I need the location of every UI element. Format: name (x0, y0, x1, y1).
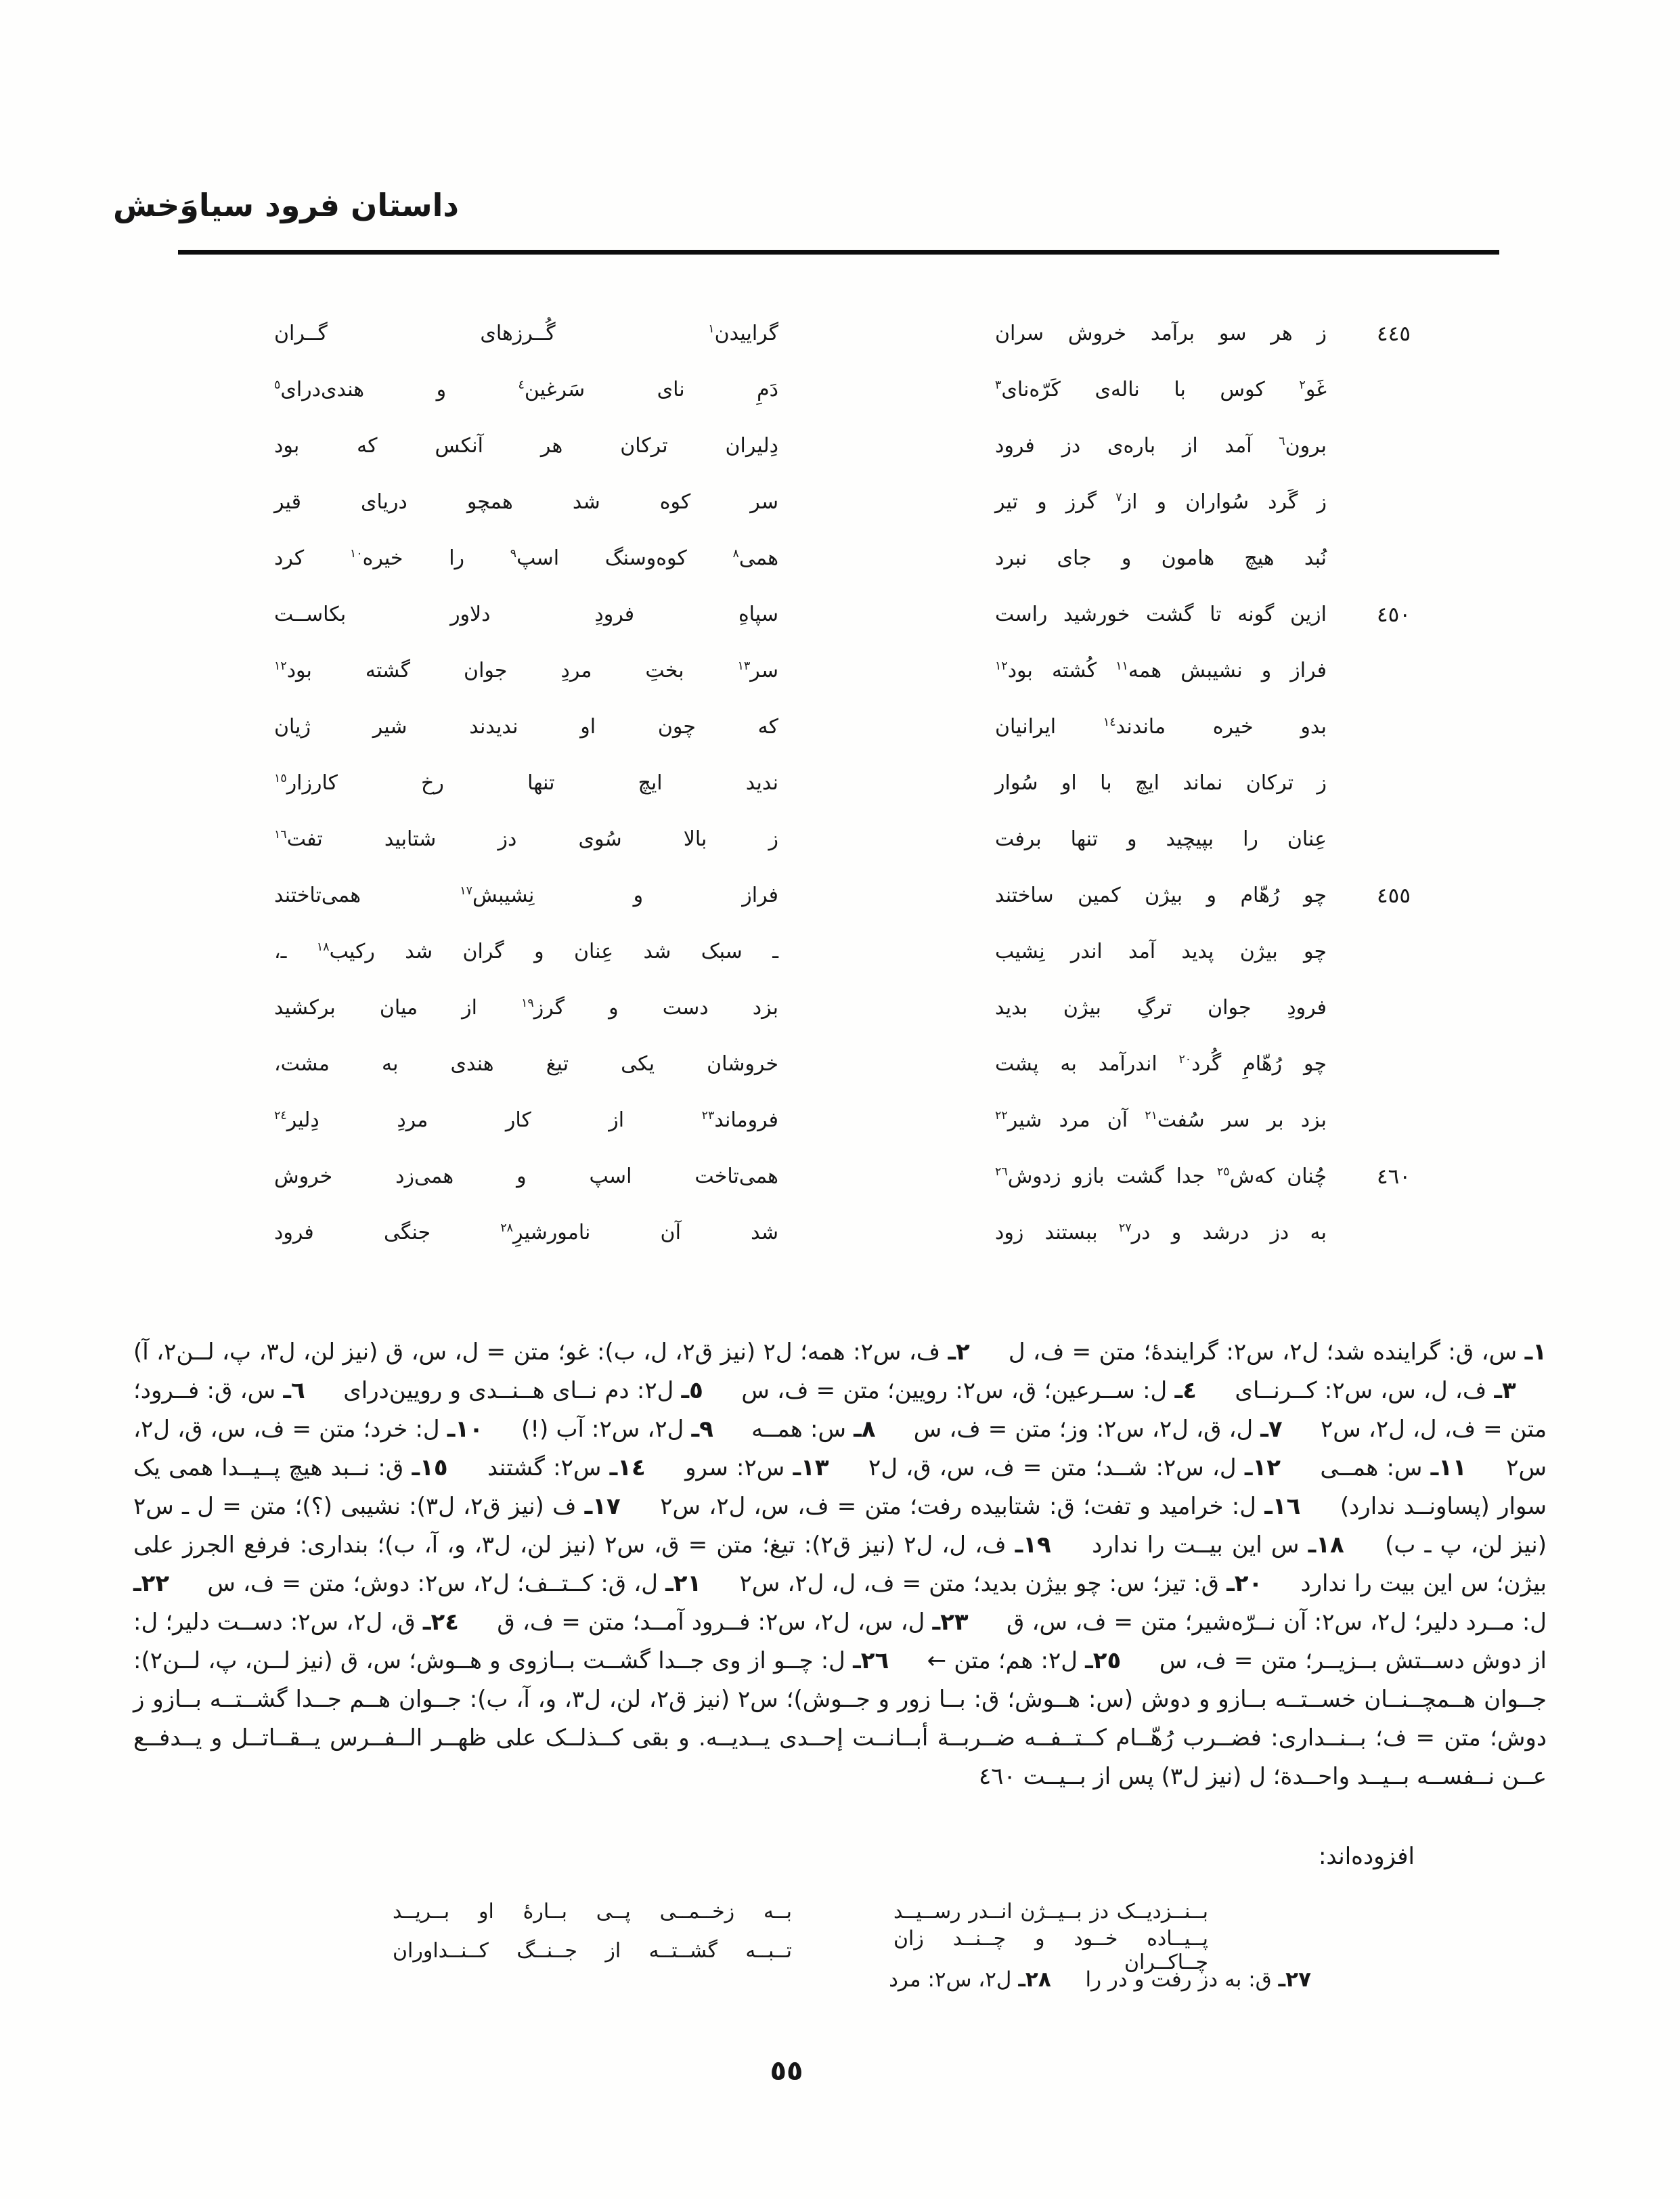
poem-line (274, 755, 1415, 811)
footnote: ٢١ـ ل، ق: کــتــف؛ ل٢، س٢: دوش؛ متن = ف، س (207, 1570, 702, 1597)
hemistich-2: فراز و نِشیبش$^{١٧}$ همی‌تاختند (274, 884, 778, 907)
footnote: ٢٤ـ ق، ل٢، س٢: دســت دلیر؛ ل: از دوش دســتش بــزیــر؛ متن = ف، س (133, 1609, 1547, 1674)
footnote: ٢٢ـ ل: مــرد دلیر؛ ل٢، س٢: آن نــرّه‌شیر؛ متن = ف، س، ق (133, 1570, 1547, 1636)
footnote-paragraph (133, 1333, 1547, 1796)
added-verse-row (393, 1927, 1208, 1974)
poem-line (274, 474, 1415, 530)
hemistich-2: شد آن نامورشیرِ$^{٢٨}$ جنگی فرود (274, 1221, 778, 1244)
poem-line (274, 586, 1415, 643)
footnote-number: ٢٠ـ (1226, 1570, 1263, 1597)
hemistich-1: ز هر سو برآمد خروش سران (995, 322, 1327, 345)
footnote: ٤ـ ل: ســرعین؛ ق، س٢: رویین؛ متن = ف، س (741, 1377, 1197, 1404)
footnote: ٢٥ـ ل٢: هم؛ متن ← (927, 1647, 1122, 1674)
poem-line (274, 1092, 1415, 1148)
poem (274, 305, 1415, 1261)
footnote: ٢٧ـ ق: به دز رفت و در را (1085, 1967, 1311, 1992)
footnote: ١٦ـ ل: خرامید و تفت؛ ق: شتابیده رفت؛ متن = ف، س، ل٢، س٢ (660, 1493, 1301, 1520)
footnote-number: ١٥ـ (412, 1454, 448, 1481)
closing-note (889, 1967, 1311, 1992)
footnote-number: ١ـ (1524, 1338, 1547, 1366)
footnote: ٨ـ س: همــه (751, 1416, 876, 1443)
poem-line (274, 1148, 1415, 1204)
footnote: ١ـ س، ق: گراینده شد؛ ل٢، س٢: گرایندۀ؛ متن = ف، ل (1008, 1338, 1547, 1366)
hemistich-2: ـ سبک شد عِنان و گران شد رکیب$^{١٨}$ ـ، (274, 940, 778, 963)
footnote: ٢ـ ف، س٢: همه؛ ل٢ (نیز ق٢، ل، ب): غو؛ متن = ل، س، ق (نیز لن، ل٣، پ، لــن٢، آ) (133, 1338, 970, 1366)
hemistich-1: چو بیژن پدید آمد اندر نِشیب (995, 940, 1327, 963)
footnote: ١١ـ س: همــی (1320, 1454, 1467, 1481)
hemistich-1: به دز درشد و در$^{٢٧}$ ببستند زود (995, 1221, 1327, 1244)
added-hemistich-1: بــنــزدیــک دز بــیــژن انــدر رســیــد (893, 1899, 1208, 1923)
hemistich-2: همی$^٨$ کوه‌وسنگ اسپ$^٩$ را خیره$^{١٠}$ کرد (274, 546, 779, 570)
footnote-number: ٢٧ـ (1278, 1967, 1311, 1992)
footnote: ٧ـ ل، ق، ل٢، س٢: وز؛ متن = ف، س (913, 1416, 1283, 1443)
hemistich-1: غَو$^٢$ کوس با ناله‌ی کَرّه‌نای$^٣$ (995, 378, 1327, 401)
page-number: ٥٥ (770, 2055, 803, 2087)
footnote: ٥ـ ل٢: دم نــای هــنــدی و رویین‌درای (343, 1377, 703, 1404)
hemistich-1: چو رُهّامِ گُرد$^{٢٠}$ اندرآمد به پشت (995, 1052, 1327, 1076)
footnote-continuation-label: افزوده‌اند: (1318, 1843, 1415, 1870)
footnote: ٢٨ـ ل٢، س٢: مرد (889, 1967, 1051, 1992)
hemistich-1: عِنان را بپیچید و تنها برفت (995, 827, 1327, 851)
poem-line (274, 305, 1415, 362)
footnote: ١٥ـ ق: نــبد هیچ پــیــدا همی یک سوار (پساونــد ندارد) (133, 1454, 1547, 1520)
hemistich-1: چو رُهّام و بیژن کمین ساختند (995, 884, 1327, 907)
hemistich-2: گراییدن$^١$ گُــرزهای گــران (274, 322, 778, 345)
footnote: ١٨ـ س این بیــت را ندارد (1092, 1531, 1344, 1559)
hemistich-1: فراز و نشیبش همه$^{١١}$ کُشته بود$^{١٢}$ (995, 659, 1327, 682)
footnote: ٣ـ ف، ل، س، س٢: کــرنــای (1235, 1377, 1516, 1404)
footnote-number: ٩ـ (691, 1416, 713, 1443)
hemistich-1: ز ترکان نماند ایچ با او سُوار (995, 771, 1327, 795)
poem-line (274, 923, 1415, 980)
poem-line (274, 530, 1415, 586)
footnote: ٢٠ـ ق: تیز؛ س: چو بیژن بدید؛ متن = ف، ل، ل٢، س٢ (739, 1570, 1263, 1597)
hemistich-2: سر$^{١٣}$ بختِ مردِ جوان گشته بود$^{١٢}$ (274, 659, 778, 682)
footnote-number: ٢١ـ (665, 1570, 702, 1597)
verse-number: ٤٦٠ (1377, 1164, 1411, 1189)
footnote-number: ٣ـ (1494, 1377, 1516, 1404)
added-hemistich-2: تــبــه گشــتــه از جــنــگ کــنــداوران (393, 1938, 792, 1963)
footnote-number: ١٢ـ (1244, 1454, 1281, 1481)
hemistich-2: ز بالا سُوی دز شتابید تفت$^{١٦}$ (274, 827, 778, 851)
footnote-number: ٢٨ـ (1018, 1967, 1051, 1992)
footnote-number: ١٤ـ (609, 1454, 646, 1481)
footnote-number: ١٣ـ (793, 1454, 829, 1481)
hemistich-2: دَمِ نای سَرغین$^٤$ و هندی‌درای$^٥$ (274, 378, 779, 401)
poem-line (274, 1036, 1415, 1092)
title-rule (178, 250, 1499, 255)
footnote-number: ٦ـ (283, 1377, 305, 1404)
hemistich-1: بزد بر سر سُفت$^{٢١}$ آن مرد شیر$^{٢٢}$ (995, 1108, 1327, 1132)
footnote: ١٣ـ س٢: سرو (685, 1454, 829, 1481)
hemistich-2: همی‌تاخت اسپ و همی‌زد خروش (274, 1164, 778, 1188)
footnote-number: ١٠ـ (447, 1416, 483, 1443)
footnote: ١٩ـ ف، ل، ل٢ (نیز ق٢): تیغ؛ متن = ق، س٢ (نیز لن، ل٣، و، آ، ب)؛ بنداری: فرفع الجرز علی بیژن؛ س این بیت را ندارد (133, 1531, 1547, 1597)
added-verse-row (393, 1892, 1208, 1931)
hemistich-2: سر کوه شد همچو دریای قیر (274, 490, 778, 514)
hemistich-1: نُبد هیچ هامون و جای نبرد (995, 546, 1327, 570)
footnote: ١٧ـ ف (نیز ق٢، ل٣): نشیبی (؟)؛ متن = ل ـ س٢ (نیز لن، پ ـ ب) (133, 1493, 1547, 1559)
verse-number: ٤٥٥ (1377, 883, 1411, 908)
hemistich-2: بزد دست و گرز$^{١٩}$ از میان برکشید (274, 996, 778, 1020)
hemistich-2: سپاهِ فرودِ دلاور بکاســت (274, 603, 778, 626)
footnote-number: ٢ـ (948, 1338, 970, 1366)
footnote-number: ٨ـ (854, 1416, 876, 1443)
footnote-number: ١٩ـ (1015, 1531, 1051, 1559)
added-verses (393, 1892, 1208, 1974)
footnote-number: ٤ـ (1174, 1377, 1197, 1404)
poem-line (274, 362, 1415, 418)
hemistich-1: برون$^٦$ آمد از باره‌ی دز فرود (995, 434, 1327, 458)
poem-line (274, 699, 1415, 755)
poem-line (274, 867, 1415, 923)
page-title: داستان فرود سیاوَخش (113, 187, 459, 223)
hemistich-2: ندید ایچ تنها رخ کارزار$^{١٥}$ (274, 771, 778, 795)
footnote: ١٤ـ س٢: گشتند (487, 1454, 646, 1481)
footnote: ٢٣ـ ل، س، ل٢، س٢: فــرود آمــد؛ متن = ف، ق (497, 1609, 969, 1636)
poem-line (274, 980, 1415, 1036)
footnote: ١٠ـ ل: خرد؛ متن = ف، س، ق، ل٢، س٢ (133, 1416, 1547, 1481)
hemistich-1: چُنان که‌ش$^{٢٥}$ جدا گشت بازو زدوش$^{٢٦}$ (995, 1164, 1327, 1188)
poem-line (274, 418, 1415, 474)
footnote-number: ١١ـ (1430, 1454, 1467, 1481)
hemistich-2: فروماند$^{٢٣}$ از کار مردِ دِلیر$^{٢٤}$ (274, 1108, 778, 1132)
footnote-number: ٥ـ (681, 1377, 703, 1404)
footnote-number: ٢٥ـ (1085, 1647, 1122, 1674)
added-hemistich-2: بــه زخــمــی پــی بــارۀ او بــریــد (393, 1899, 792, 1923)
hemistich-1: ازین گونه تا گشت خورشید راست (995, 603, 1327, 626)
hemistich-2: خروشان یکی تیغ هندی به مشت، (274, 1052, 778, 1076)
footnote: ٩ـ ل٢، س٢: آب (!) (521, 1416, 713, 1443)
footnote-number: ٧ـ (1260, 1416, 1283, 1443)
poem-line (274, 1204, 1415, 1261)
poem-line (274, 643, 1415, 699)
footnote: ١٢ـ ل، س٢: شــد؛ متن = ف، س، ق، ل٢ (868, 1454, 1281, 1481)
footnote-number: ٢٤ـ (422, 1609, 460, 1636)
added-hemistich-1: پــیــاده خــود و چــنــد زان چــاکــران (893, 1927, 1208, 1974)
footnote-number: ٢٦ـ (853, 1647, 889, 1674)
hemistich-1: ز گَرد سُواران و از$^٧$ گرز و تیر (995, 490, 1327, 514)
poem-line (274, 811, 1415, 867)
hemistich-2: دِلیران ترکان هر آنکس که بود (274, 434, 778, 458)
footnote-number: ١٨ـ (1308, 1531, 1344, 1559)
hemistich-1: بدو خیره ماندند$^{١٤}$ ایرانیان (995, 715, 1327, 739)
footnote-number: ١٦ـ (1264, 1493, 1301, 1520)
hemistich-1: فرودِ جوان ترگِ بیژن بدید (995, 996, 1327, 1020)
footnote-number: ١٧ـ (584, 1493, 621, 1520)
footnote: ٦ـ س، ق: فــرود؛ متن = ف، ل، ل٢، س٢ (133, 1377, 1547, 1443)
verse-number: ٤٤٥ (1377, 321, 1411, 346)
hemistich-2: که چون او ندیدند شیر ژیان (274, 715, 778, 739)
footnote: ٢٦ـ ل: چــو از وی جــدا گشــت بــازوی و هــوش؛ س، ق (نیز لــن، پ، لــن٢): جــوان هــمچــنــان خســتــه بــازو و دوش (س: هــوش؛ ق: بــا زور و جــوش)؛ س٢ (نیز ق٢، لن، ل٣، و، آ، ب): جــوان هــم جــدا گشــتــه بــازو ز دوش؛ متن = ف؛ بــنــداری: فضــرب رُهّــام کــتــفــه ضــربــة أبــانــت إحــدی یــدیــه. و بقی کــذلــک علی ظهــر الــفــرس یــقــاتــل و یــدفــع عــن نــفســه بــیــد واحــدة؛ ل (نیز ل٣) پس از بــیــت ٤٦٠ (133, 1647, 1547, 1790)
footnote-number: ٢٣ـ (932, 1609, 969, 1636)
verse-number: ٤٥٠ (1377, 602, 1411, 627)
footnote-number: ٢٢ـ (133, 1570, 170, 1597)
